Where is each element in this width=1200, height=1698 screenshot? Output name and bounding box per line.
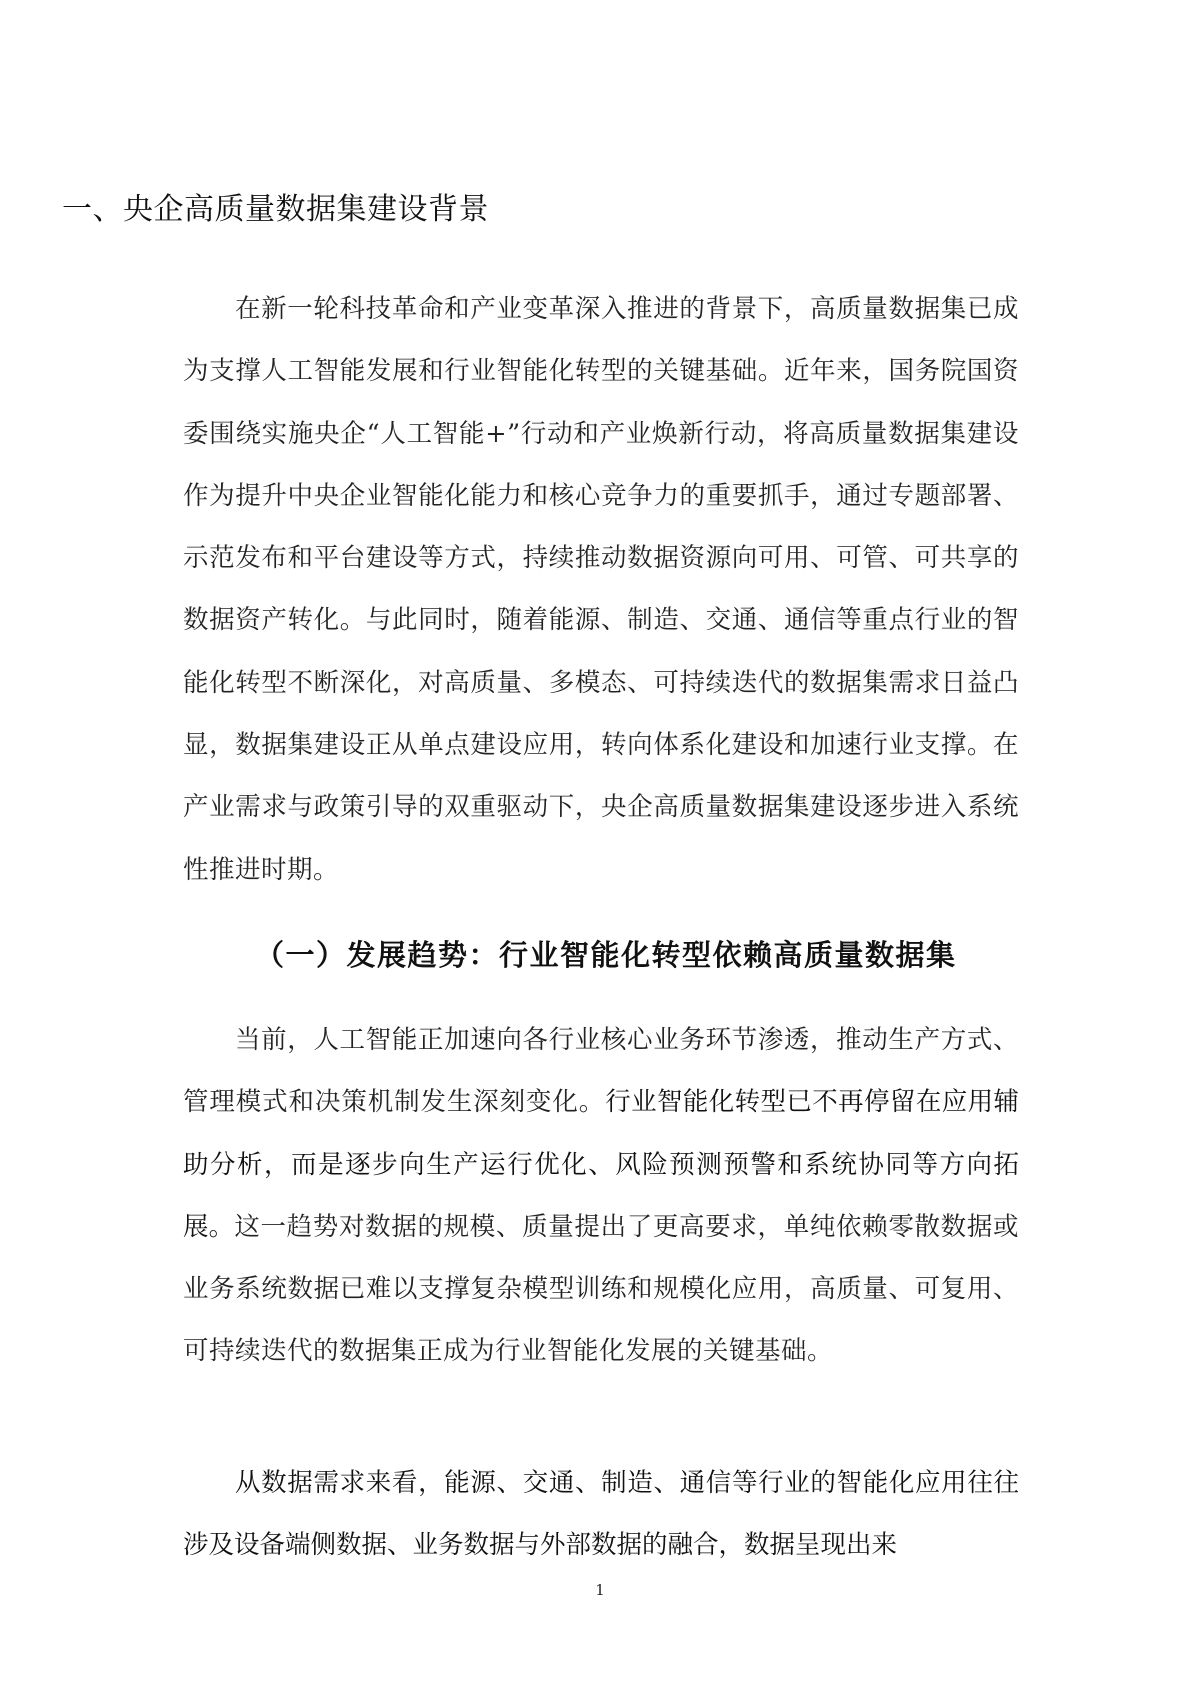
paragraph-trends: [183, 1009, 1019, 1383]
paragraph-trends-rest: 这一趋势对数据的规模、质量提出了更高要求，单纯依赖零散数据或业务系统数据已难以支撑复杂模型训练和规模化应用，高质量、可复用、可持续迭代的数据集正成为行业智能化发展的关键基础。: [183, 1211, 1019, 1367]
paragraph-trends-emphasis: 行业智能化转型已不再停留在应用辅助分析，而是逐步向生产运行优化、风险预测预警和系统协同等方向拓展。: [183, 1087, 1019, 1242]
subsection-heading-trends: （一）发展趋势：行业智能化转型依赖高质量数据集: [255, 938, 957, 972]
paragraph-background: 在新一轮科技革命和产业变革深入推进的背景下，高质量数据集已成为支撑人工智能发展和行业智能化转型的关键基础。近年来，国务院国资委围绕实施央企“人工智能+”行动和产业焕新行动，将高质量数据集建设作为提升中央企业智能化能力和核心竞争力的重要抓手，通过专题部署、示范发布和平台建设等方式，持续推动数据资源向可用、可管、可共享的数据资产转化。与此同时，随着能源、制造、交通、通信等重点行业的智能化转型不断深化，对高质量、多模态、可持续迭代的数据集需求日益凸显，数据集建设正从单点建设应用，转向体系化建设和加速行业支撑。在产业需求与政策引导的双重驱动下，央企高质量数据集建设逐步进入系统性推进时期。: [183, 294, 1019, 885]
section-heading-1: 一、央企高质量数据集建设背景: [62, 192, 489, 227]
paragraph-data-demand: 从数据需求来看，能源、交通、制造、通信等行业的智能化应用往往涉及设备端侧数据、业务数据与外部数据的融合，数据呈现出来: [183, 1468, 1019, 1561]
page-number: 1: [595, 1581, 605, 1599]
paragraph-trends-intro: 当前，人工智能正加速向各行业核心业务环节渗透，推动生产方式、管理模式和决策机制发生深刻变化。: [183, 1025, 1019, 1118]
